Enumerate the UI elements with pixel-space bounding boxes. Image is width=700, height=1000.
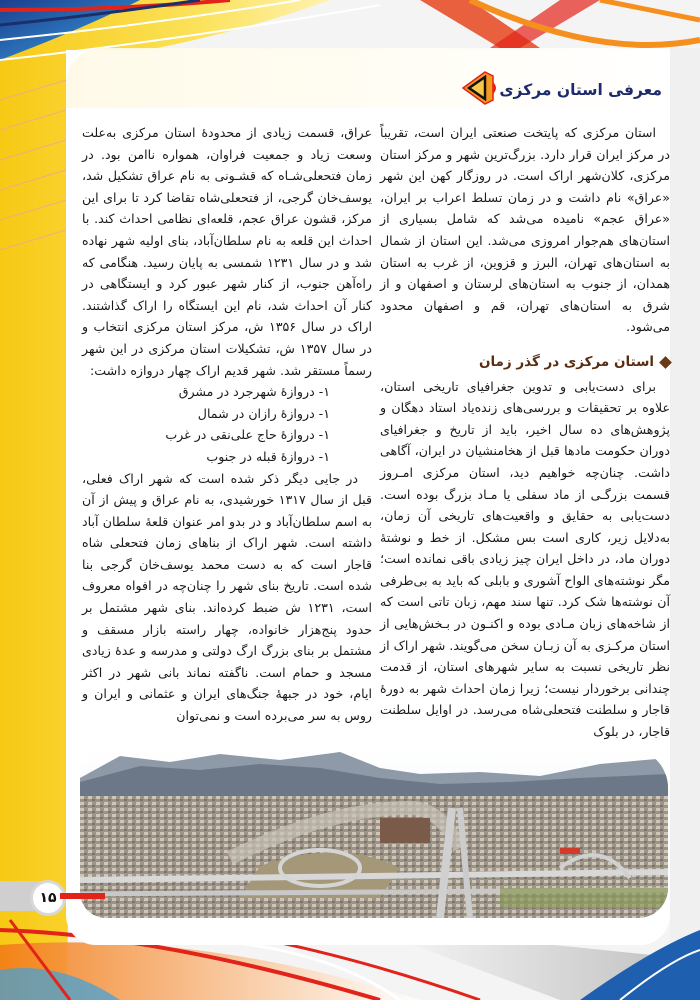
section-header <box>459 70 670 110</box>
page-number-accent <box>60 891 105 901</box>
gate-item: ۱- دروازهٔ شهرجرد در مشرق <box>178 384 330 400</box>
triangle-arrow-icon <box>459 68 499 112</box>
city-aerial-photo <box>80 748 668 918</box>
left-column <box>82 122 372 727</box>
gate-item: ۱- دروازهٔ رازان در شمال <box>197 405 330 421</box>
gate-item: ۱- دروازهٔ حاج علی‌نقی در غرب <box>165 427 330 443</box>
history-paragraph: برای دست‌یابی و تدوین جغرافیای تاریخی استان، علاوه بر تحقیقات و بررسی‌های زنده‌یاد استاد دهگان و پژوهش‌های ده سال اخیر، باید از تاریخ و جغرافیای دوران حکومت مادها قبل از هخامنشیان در ایران، آگاهی داشت. چنان‌چه خواهیم دید، استان مرکزی امـروز قسمت بزرگـی از ماد سفلی یا مـاد بزرگ بوده است. دست‌یابی به حقایق و واقعیت‌های تاریخی آن زمان، به‌دلایل زیر، کاری است بس مشکل. از خط و نوشتهٔ دوران ماد، در داخل ایران چیز زیادی باقی نمانده است؛ مگر نوشته‌های الواح آشوری و بابلی که باید به بی‌طرفی آن نوشته‌ها شک کرد. تنها سند مهم، زبان تاتی است که از شاخه‌های زبان مـادی بوده و اکنـون در بـخش‌هایی از استان مرکـزی به آن زبـان سخن می‌گویند. شهر اراک از نظر تاریخی نسبت به سایر شهرهای استان، از قدمت چندانی برخوردار نیست؛ زیرا زمان احداث شهر به دورهٔ قاجار و سلطنت فتحعلی‌شاه می‌رسد. در اوایل سلطنت قاجار، در بلوک <box>380 378 670 740</box>
section-title: معرفی استان مرکزی <box>499 81 662 99</box>
subheading <box>380 352 670 374</box>
diamond-bullet-icon <box>659 356 672 369</box>
left-paragraph-2: در جایی دیگر ذکر شده است که شهر اراک فعلی، قبل از سال ۱۳۱۷ خورشیدی، به نام عراق و پیش از آن به اسم سلطان‌آباد و در بدو امر عنوان قلعهٔ سلطان آباد داشته است. شهر اراک از بناهای زمان فتحعلی شاه قاجار است که به دست محمد یوسف‌خان گرجی بنا شده است. تاریخ بنای شهر را چنان‌چه در افواه معروف است، ۱۲۳۱ ش ضبط کرده‌اند. بنای شهر مشتمل بر حدود پنج‌هزار خانواده، چهار راسته بازار مسقف و مشتمل بر بنای بزرگ ارگ دولتی و مدرسه و عدهٔ زیادی مسجد و حمام است. ناگفته نماند بانی شهر در اکثر ایام، خود در جبههٔ جنگ‌های ایران و عثمانی و ایران و روس به سر می‌برده است و نمی‌توان <box>82 470 372 724</box>
subheading-text: استان مرکزی در گذر زمان <box>478 353 654 370</box>
intro-paragraph: استان مرکزی که پایتخت صنعتی ایران است، تقریباً در مرکز ایران قرار دارد. بزرگ‌ترین شهر و مرکز استان مرکزی، کلان‌شهر اراک است. در روزگار کهن این شهر «عراق» نام داشت و در زمان تسلط اعراب بر ایران، «عراق عجم» نامیده می‌شد که شامل بسیاری از استان‌های هم‌جوار امروزی می‌شد. این استان از شمال به استان‌های تهران، البرز و قزوین، از غرب به استان همدان، از جنوب به استان‌های لرستان و اصفهان و از شرق به استان‌های تهران، قم و اصفهان محدود می‌شود. <box>380 125 670 335</box>
page-number: ۱۵ <box>30 880 66 916</box>
right-column <box>380 122 670 743</box>
left-paragraph-1: عراق، قسمت زیادی از محدودهٔ استان مرکزی به‌علت وسعت زیاد و جمعیت فراوان، همواره ناامن بود. در زمان فتحعلی‌شـاه که قشـونی به نام عراق تشکیل شد، یوسف‌خان گرجی، از فتحعلی‌شاه تقاضا کرد تا برای این مرکز، قشون عراق عجم، قلعه‌ای نظامی احداث کند. با احداث این قلعه به نام سلطان‌آباد، بنای اولیه شهر نهاده شد و در سال ۱۲۳۱ شمسی به پایان رسید. هنگامی که راه‌آهن جنوب، از کنار شهر عبور کرد و ایستگاهی در کنار آن احداث شد، نام این ایستگاه را اراک گذاشتند. اراک در سال ۱۳۵۶ ش، مرکز استان مرکزی انتخاب و در سال ۱۳۵۷ ش، تشکیلات استان مرکزی در این شهر رسماً مستقر شد. شهر قدیم اراک چهار دروازه داشت: <box>82 125 372 378</box>
gate-item: ۱- دروازهٔ قبله در جنوب <box>206 448 330 464</box>
